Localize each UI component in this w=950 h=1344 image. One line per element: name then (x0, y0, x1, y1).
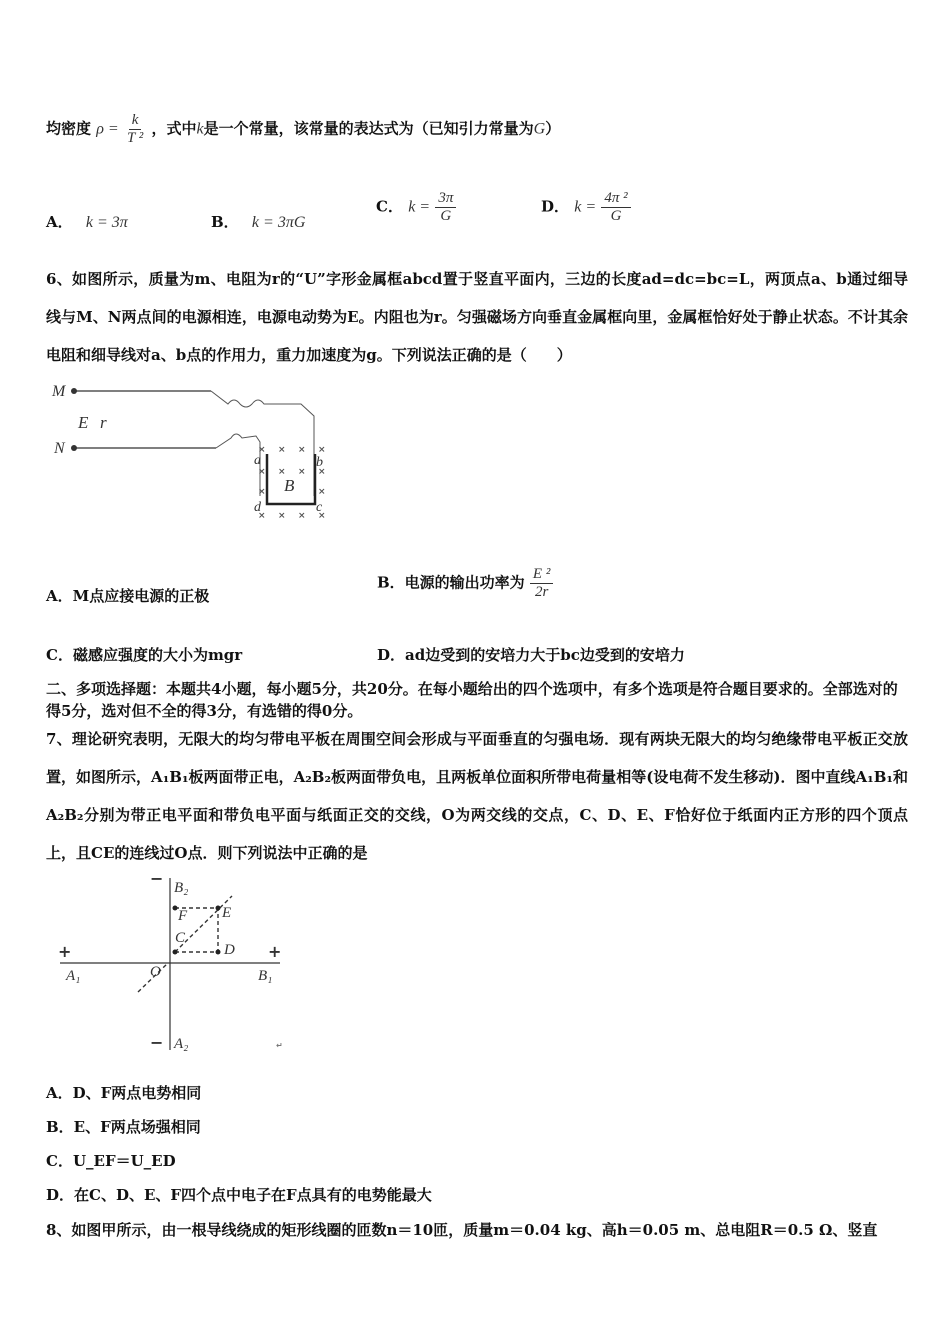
fraction-numerator: 4π ² (601, 190, 630, 208)
minus-top: − (150, 870, 164, 888)
option-lhs: k = (574, 198, 597, 216)
intro-suffix: 是一个常量，该常量的表达式为（已知引力常量为 (203, 119, 534, 138)
svg-text:×: × (298, 511, 306, 521)
q7-plates-figure (50, 870, 300, 1060)
label-a1: A₁ (66, 968, 81, 984)
label-m: M (52, 383, 66, 400)
paragraph-mark: ↵ (276, 1041, 283, 1050)
svg-text:×: × (318, 511, 326, 521)
intro-mid: ，式中 (151, 119, 197, 138)
q8-stem: 8、如图甲所示，由一根导线绕成的矩形线圈的匝数n＝10匝，质量m＝0.04 kg、高h＝0.05 m、总电阻R＝0.5 Ω、竖直 (46, 1221, 878, 1239)
plus-left: + (58, 942, 72, 961)
label-n: N (54, 440, 65, 457)
intro-line (46, 112, 560, 147)
label-e: E (78, 413, 89, 432)
option-text: B．电源的输出功率为 (377, 573, 525, 592)
option-label: C． (376, 197, 403, 216)
q5-option-c[interactable] (376, 190, 456, 225)
label-o: O (150, 964, 161, 980)
svg-text:×: × (258, 467, 266, 477)
label-f: F (178, 908, 188, 924)
q7-option-d[interactable]: D．在C、D、E、F四个点中电子在F点具有的电势能最大 (46, 1186, 432, 1204)
svg-text:×: × (318, 445, 326, 455)
svg-text:×: × (318, 487, 326, 497)
q7-option-b[interactable]: B．E、F两点场强相同 (46, 1118, 201, 1136)
terminal-n (71, 445, 77, 451)
density-fraction (124, 112, 146, 147)
plus-right: + (268, 942, 282, 961)
minus-bottom: − (150, 1033, 164, 1052)
fraction-denominator: 2r (534, 584, 549, 600)
label-d: d (254, 500, 261, 515)
option-label: D． (541, 197, 570, 216)
label-r: r (100, 413, 107, 432)
intro-prefix: 均密度 (46, 119, 92, 138)
svg-text:×: × (278, 445, 286, 455)
label-c: C (175, 930, 186, 946)
density-denominator: T ² (126, 130, 144, 146)
point-c (173, 950, 178, 955)
option-label: B． (211, 213, 239, 231)
svg-text:×: × (258, 445, 266, 455)
q7-option-a[interactable]: A．D、F两点电势相同 (46, 1084, 202, 1102)
q6-option-d[interactable]: D．ad边受到的安培力大于bc边受到的安培力 (377, 646, 685, 664)
svg-text:×: × (298, 467, 306, 477)
point-f (173, 906, 178, 911)
label-d: D (224, 942, 235, 958)
fraction-denominator: G (440, 208, 452, 224)
svg-text:×: × (258, 511, 266, 521)
section2-header: 二、多项选择题：本题共4小题，每小题5分，共20分。在每小题给出的四个选项中，有多个选项是符合题目要求的。全部选对的得5分，选对但不全的得3分，有选错的得0分。 (46, 680, 898, 720)
q6-option-c[interactable]: C．磁感应强度的大小为mgr (46, 646, 243, 664)
fraction-denominator: G (610, 208, 622, 224)
intro-close: ） (545, 119, 561, 138)
label-b: b (316, 455, 323, 470)
fraction-numerator: 3π (435, 190, 456, 208)
label-a2: A₂ (174, 1036, 189, 1052)
point-e (216, 906, 221, 911)
option-fraction (601, 190, 630, 225)
rho-symbol: ρ = (96, 120, 119, 138)
q5-option-b[interactable] (211, 212, 305, 233)
svg-text:×: × (318, 467, 326, 477)
option-expr: k = 3π (85, 214, 128, 231)
option-label: A． (46, 213, 73, 231)
label-e: E (222, 905, 232, 921)
q6-stem: 6、如图所示，质量为m、电阻为r的“U”字形金属框abcd置于竖直平面内，三边的长度ad=dc=bc=L，两顶点a、b通过细导线与M、N两点间的电源相连，电源电动势为E。内阻也为r。匀强磁场方向垂直金属框向里，金属框恰好处于静止状态。不计其余电阻和细导线对a、b点的作用力，重力加速度为g。下列说法正确的是（ ） (46, 270, 908, 364)
q6-option-a[interactable]: A．M点应接电源的正极 (46, 587, 210, 605)
label-field-b: B (284, 476, 295, 495)
intro-G: G (533, 120, 546, 138)
label-c: c (316, 500, 323, 515)
q5-option-a[interactable] (46, 212, 128, 233)
intro-k: k (196, 120, 204, 138)
label-b2: B₂ (174, 880, 189, 896)
option-expr: k = 3πG (251, 214, 306, 231)
power-fraction (530, 566, 553, 601)
q7-option-c[interactable]: C．U_EF＝U_ED (46, 1152, 176, 1170)
q5-option-d[interactable] (541, 190, 631, 225)
q6-option-b[interactable] (377, 566, 553, 601)
point-d (216, 950, 221, 955)
svg-text:×: × (278, 511, 286, 521)
svg-text:×: × (258, 487, 266, 497)
option-fraction (435, 190, 456, 225)
terminal-m (71, 388, 77, 394)
label-b1: B₁ (258, 968, 273, 984)
fraction-numerator: E ² (530, 566, 553, 584)
label-a: a (254, 453, 261, 468)
density-numerator: k (129, 112, 142, 130)
wire-to-b (211, 391, 314, 496)
svg-text:×: × (298, 445, 306, 455)
q6-circuit-figure (46, 376, 346, 526)
q7-stem: 7、理论研究表明，无限大的均匀带电平板在周围空间会形成与平面垂直的匀强电场．现有两块无限大的均匀绝缘带电平板正交放置，如图所示，A₁B₁板两面带正电，A₂B₂板两面带负电，且两板单位面积所带电荷量相等(设电荷不发生移动)．图中直线A₁B₁和A₂B₂分别为带正电平面和带负电平面与纸面正交的交线，O为两交线的交点，C、D、E、F恰好位于纸面内正方形的四个顶点上，且CE的连线过O点．则下列说法中正确的是 (46, 730, 908, 862)
option-lhs: k = (408, 198, 431, 216)
svg-text:×: × (278, 467, 286, 477)
